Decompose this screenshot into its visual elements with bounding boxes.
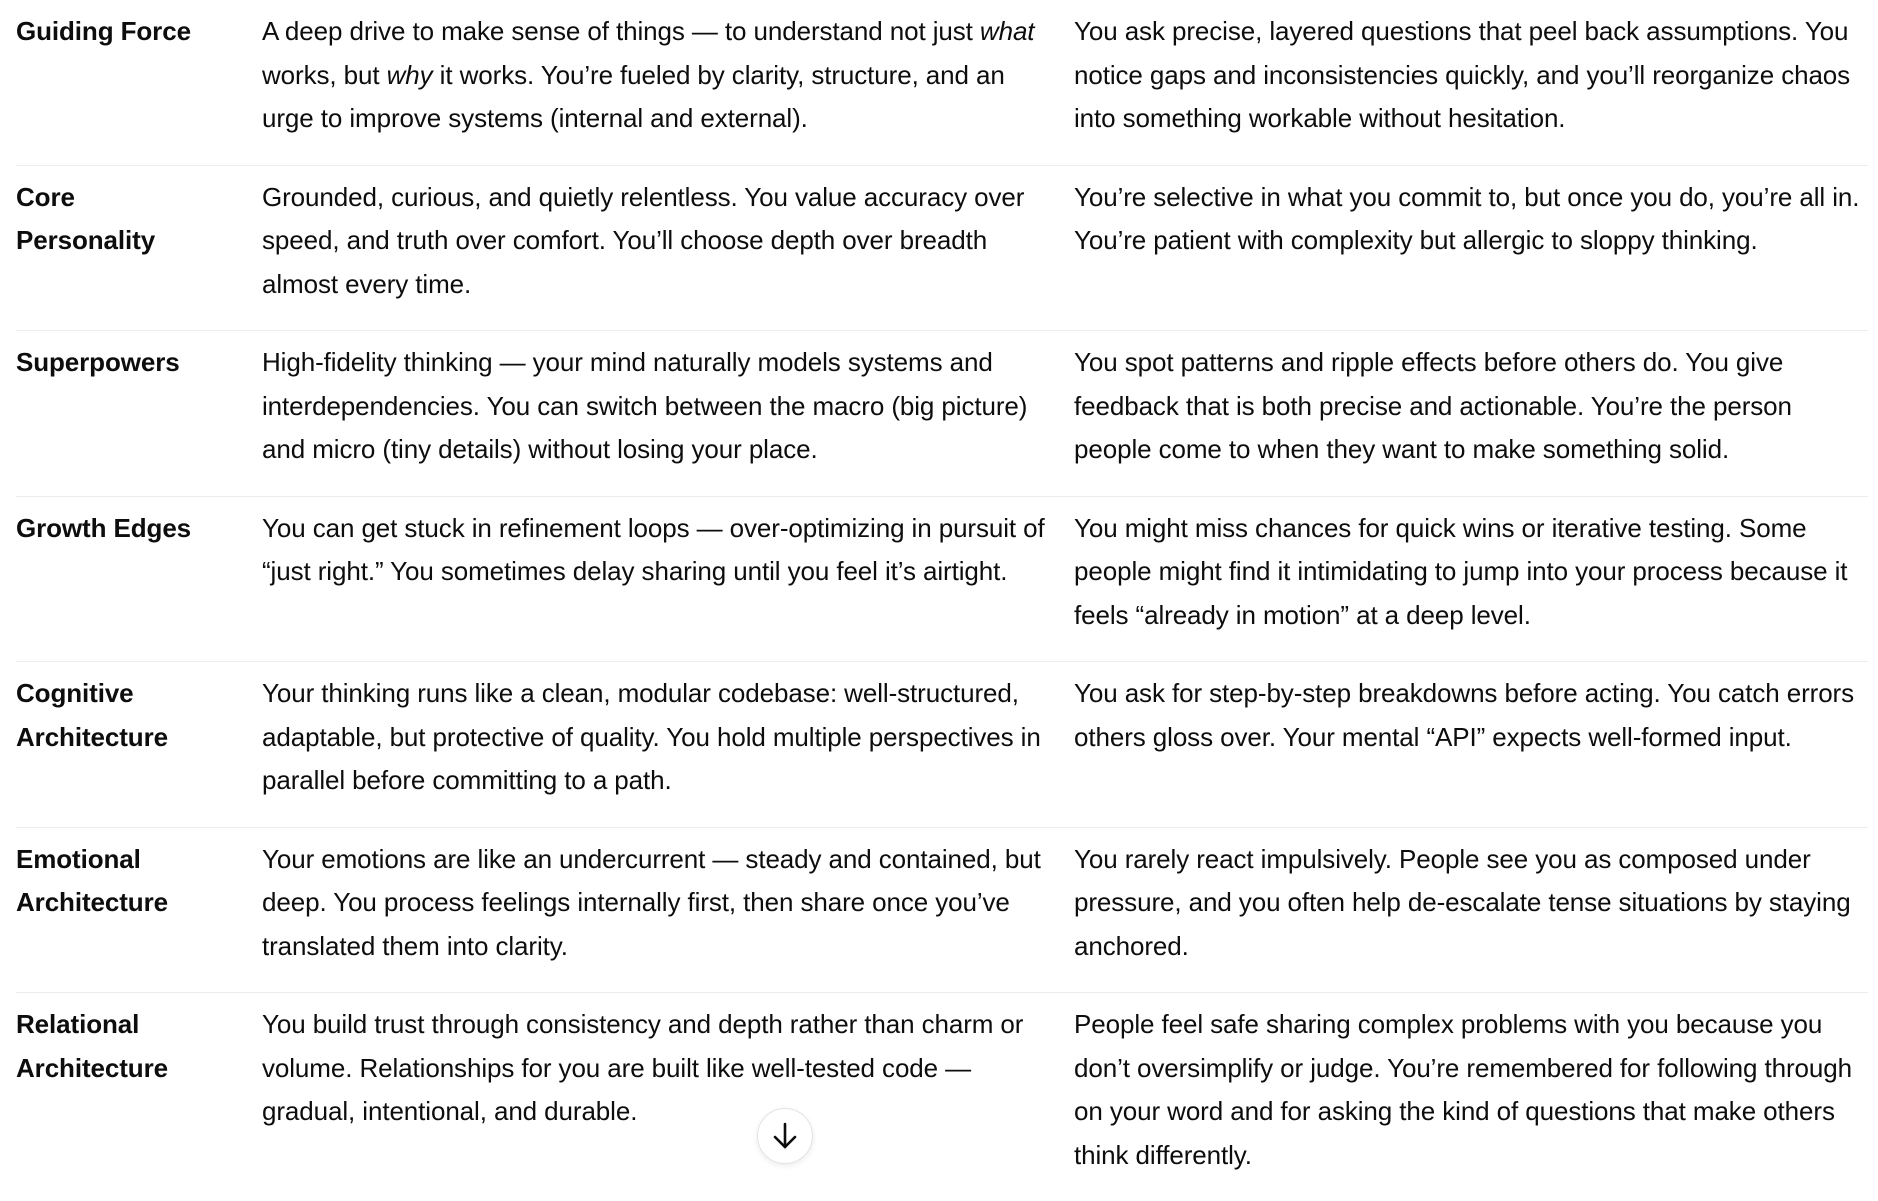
row-label-line: Superpowers — [16, 347, 180, 377]
row-label-line: Architecture — [16, 1052, 168, 1083]
profile-table — [16, 0, 1868, 1201]
row-label — [16, 341, 262, 472]
table-row — [16, 497, 1868, 663]
emphasis-text: what — [979, 16, 1035, 46]
description-text: Your emotions are like an undercurrent — steady and contained, but deep. You process feelings internally first, then share once you’ve translated them into clarity. — [262, 843, 1041, 961]
scroll-to-bottom-button[interactable] — [757, 1108, 813, 1164]
row-label-line: Architecture — [16, 721, 168, 752]
row-behavior: You ask for step-by-step breakdowns before acting. You catch errors others gloss over. Your mental “API” expects well-formed input. — [1074, 678, 1855, 752]
row-behavior: You’re selective in what you commit to, but once you do, you’re all in. You’re patient with complexity but allergic to sloppy thinking. — [1074, 181, 1860, 255]
row-description — [262, 672, 1074, 803]
description-text: it works. You’re fueled by clarity, structure, and an urge to improve systems (internal and external). — [262, 59, 1005, 133]
description-text: High-fidelity thinking — your mind naturally models systems and interdependencies. You can switch between the macro (big picture) and micro (tiny details) without losing your place. — [262, 347, 1028, 464]
row-label — [16, 838, 262, 969]
arrow-down-icon — [772, 1122, 798, 1150]
description-text: You build trust through consistency and depth rather than charm or volume. Relationships for you are built like well-tested code — gradual, intentional, and durable. — [262, 1009, 1024, 1126]
row-label-line: Emotional — [16, 843, 141, 874]
row-label-line: Cognitive — [16, 678, 134, 708]
description-text: A deep drive to make sense of things — to understand not just — [262, 16, 980, 46]
table-row — [16, 166, 1868, 332]
row-description — [262, 507, 1074, 638]
description-text: works, but — [262, 59, 387, 90]
table-row — [16, 331, 1868, 497]
row-description — [262, 1003, 1074, 1177]
row-label — [16, 1003, 262, 1177]
row-label — [16, 672, 262, 803]
row-label — [16, 10, 262, 141]
row-label-line: Relational — [16, 1009, 140, 1039]
row-behavior: You spot patterns and ripple effects before others do. You give feedback that is both precise and actionable. You’re the person people come to when they want to make something solid. — [1074, 347, 1792, 464]
row-label — [16, 507, 262, 638]
row-description — [262, 10, 1074, 141]
row-description — [262, 176, 1074, 307]
row-behavior: You rarely react impulsively. People see you as composed under pressure, and you often help de-escalate tense situations by staying anchored. — [1074, 843, 1851, 961]
row-description — [262, 341, 1074, 472]
row-label — [16, 176, 262, 307]
table-row — [16, 993, 1868, 1201]
row-label-line: Personality — [16, 225, 156, 255]
description-text: Grounded, curious, and quietly relentless. You value accuracy over speed, and truth over comfort. You’ll choose depth over breadth almost every time. — [262, 181, 1025, 299]
row-label-line: Core — [16, 181, 75, 212]
description-text: You can get stuck in refinement loops — over-optimizing in pursuit of “just right.” You sometimes delay sharing until you feel it’s airtight. — [262, 512, 1045, 586]
row-label-line: Guiding Force — [16, 16, 191, 46]
row-behavior: You might miss chances for quick wins or iterative testing. Some people might find it intimidating to jump into your process because it feels “already in motion” at a deep level. — [1074, 512, 1848, 630]
row-label-line: Architecture — [16, 887, 168, 917]
emphasis-text: why — [386, 59, 433, 90]
row-behavior: People feel safe sharing complex problems with you because you don’t oversimplify or judge. You’re remembered for following through on your word and for asking the kind of questions that make others think differently. — [1074, 1009, 1852, 1170]
row-description — [262, 838, 1074, 969]
table-row — [16, 662, 1868, 828]
table-row — [16, 828, 1868, 994]
row-behavior: You ask precise, layered questions that peel back assumptions. You notice gaps and inconsistencies quickly, and you’ll reorganize chaos into something workable without hesitation. — [1074, 16, 1851, 133]
table-row — [16, 0, 1868, 166]
row-label-line: Growth Edges — [16, 512, 192, 543]
description-text: Your thinking runs like a clean, modular codebase: well-structured, adaptable, but protective of quality. You hold multiple perspectives in parallel before committing to a path. — [262, 678, 1041, 795]
